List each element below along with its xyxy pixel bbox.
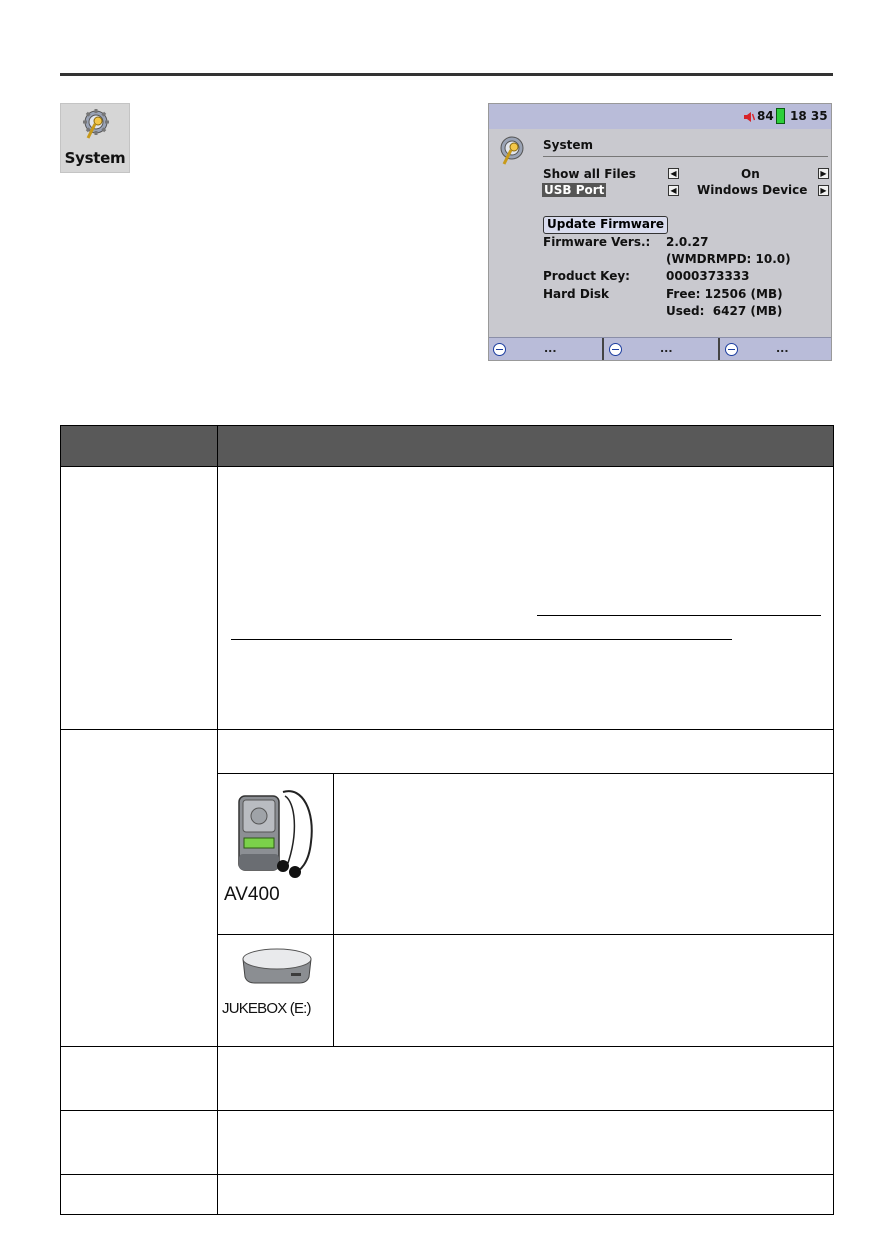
battery-icon: [776, 108, 785, 124]
settings-table: [60, 425, 834, 1215]
link-underline[interactable]: [231, 639, 732, 640]
row-divider: [61, 729, 833, 730]
top-rule: [60, 73, 833, 76]
softkey-separator: [718, 338, 720, 361]
setting-value-usb-port[interactable]: Windows Device: [697, 183, 808, 197]
row-divider: [61, 466, 833, 467]
inner-column-divider: [333, 773, 334, 1046]
arrow-right-icon[interactable]: ▶: [818, 185, 829, 196]
volume-level: 84: [757, 109, 774, 123]
setting-label-usb-port[interactable]: USB Port: [544, 183, 605, 197]
row-divider: [61, 1110, 833, 1111]
info-value: 2.0.27: [666, 235, 709, 249]
row-divider: [217, 934, 833, 935]
drive-image: [221, 941, 329, 1041]
row-divider: [217, 773, 833, 774]
system-icon-tile: [60, 103, 130, 173]
row-divider: [61, 1046, 833, 1047]
softkey-icon: [609, 343, 622, 356]
device-screen: [488, 103, 832, 361]
hard-drive-icon: [237, 945, 317, 989]
info-label: Firmware Vers.:: [543, 235, 651, 249]
device-label: AV400: [224, 884, 280, 905]
softkey-3[interactable]: ...: [721, 338, 832, 361]
info-value: Free: 12506 (MB): [666, 287, 783, 301]
softkey-bar: [489, 337, 831, 361]
softkey-icon: [725, 343, 738, 356]
system-gear-icon: [498, 134, 526, 168]
table-header: [61, 426, 833, 466]
link-underline[interactable]: [537, 615, 821, 616]
setting-label-show-all-files: Show all Files: [543, 167, 636, 181]
setting-value-show-all-files[interactable]: On: [741, 167, 760, 181]
softkey-2[interactable]: ...: [605, 338, 718, 361]
arrow-left-icon[interactable]: ◀: [668, 168, 679, 179]
update-firmware-button[interactable]: Update Firmware: [543, 216, 668, 234]
device-image: [221, 780, 329, 910]
title-divider: [543, 156, 828, 157]
drive-label: JUKEBOX (E:): [222, 1000, 311, 1017]
media-player-icon: [225, 782, 325, 882]
arrow-left-icon[interactable]: ◀: [668, 185, 679, 196]
speaker-icon: [743, 111, 755, 123]
column-divider: [217, 426, 218, 1214]
softkey-separator: [602, 338, 604, 361]
info-label: Hard Disk: [543, 287, 610, 301]
row-divider: [61, 1174, 833, 1175]
info-label: Product Key:: [543, 269, 630, 283]
softkey-icon: [493, 343, 506, 356]
info-value: 0000373333: [666, 269, 750, 283]
screen-title: System: [543, 138, 593, 152]
info-value: (WMDRMPD: 10.0): [666, 252, 791, 266]
info-value: Used: 6427 (MB): [666, 304, 783, 318]
gear-icon: [82, 108, 110, 142]
system-icon-label: System: [64, 149, 126, 167]
arrow-right-icon[interactable]: ▶: [818, 168, 829, 179]
clock: 18 35: [790, 109, 828, 123]
softkey-1[interactable]: ...: [489, 338, 602, 361]
